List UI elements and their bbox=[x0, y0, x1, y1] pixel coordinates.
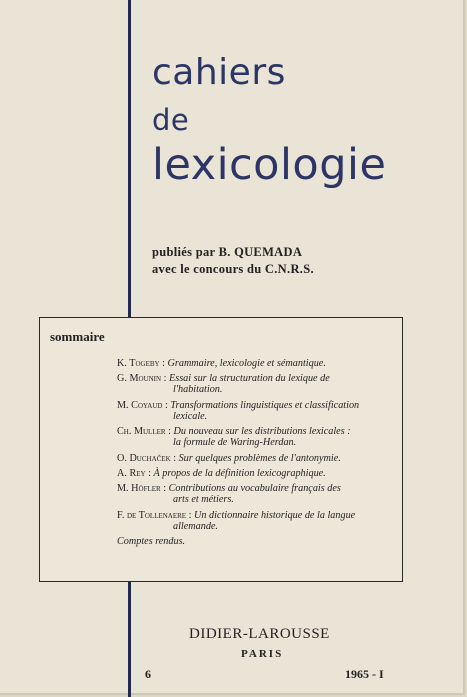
contents-entry bbox=[117, 453, 395, 464]
entry-author: O. Duchaček : bbox=[117, 452, 177, 464]
entry-author: F. de Tollenaere : bbox=[117, 509, 192, 521]
title-de: de bbox=[152, 103, 190, 137]
publisher-city: PARIS bbox=[241, 648, 284, 660]
contents-entry bbox=[117, 373, 395, 395]
entry-title: Contributions au vocabulaire français des bbox=[168, 483, 341, 495]
cnrs-credit: avec le concours du C.N.R.S. bbox=[152, 262, 314, 276]
entry-title: Du nouveau sur les distributions lexicales : bbox=[173, 426, 351, 438]
publisher-name: DIDIER-LAROUSSE bbox=[189, 626, 330, 642]
entry-title: Grammaire, lexicologie et sémantique. bbox=[167, 358, 326, 369]
publisher-credit: publiés par B. QUEMADA bbox=[152, 245, 303, 259]
entry-title-cont: l'habitation. bbox=[173, 384, 223, 396]
entry-title-cont: arts et métiers. bbox=[173, 494, 234, 506]
contents-entry bbox=[117, 400, 395, 422]
contents-entry bbox=[117, 483, 395, 505]
contents-list bbox=[117, 358, 395, 552]
contents-entry bbox=[117, 510, 395, 532]
title-cahiers: cahiers bbox=[152, 52, 286, 93]
sommaire-heading: sommaire bbox=[50, 329, 105, 344]
entry-title: Un dictionnaire historique de la langue bbox=[194, 509, 356, 521]
contents-entry bbox=[117, 468, 395, 479]
entry-author: G. Mounin : bbox=[117, 373, 167, 385]
title-lexicologie: lexicologie bbox=[152, 140, 387, 190]
entry-author: Ch. Muller : bbox=[117, 426, 171, 438]
entry-title: Essai sur la structuration du lexique de bbox=[169, 373, 330, 385]
entry-author: K. Togeby : bbox=[117, 358, 165, 369]
contents-entry bbox=[117, 358, 395, 369]
table-of-contents bbox=[39, 317, 403, 582]
entry-title-cont: lexicale. bbox=[173, 410, 208, 422]
entry-title: Transformations linguistiques et classification bbox=[170, 399, 360, 411]
comptes-rendus: Comptes rendus. bbox=[117, 536, 186, 548]
issue-year: 1965 - I bbox=[345, 667, 384, 681]
entry-author: M. Höfler : bbox=[117, 483, 167, 495]
issue-number: 6 bbox=[145, 667, 151, 681]
entry-title-cont: la formule de Waring-Herdan. bbox=[173, 437, 297, 449]
entry-title-cont: allemande. bbox=[173, 520, 218, 532]
entry-title: Sur quelques problèmes de l'antonymie. bbox=[178, 452, 341, 464]
entry-author: A. Rey : bbox=[117, 467, 151, 479]
entry-author: M. Coyaud : bbox=[117, 399, 168, 411]
contents-entry bbox=[117, 426, 395, 448]
entry-title: À propos de la définition lexicographique. bbox=[153, 467, 326, 479]
